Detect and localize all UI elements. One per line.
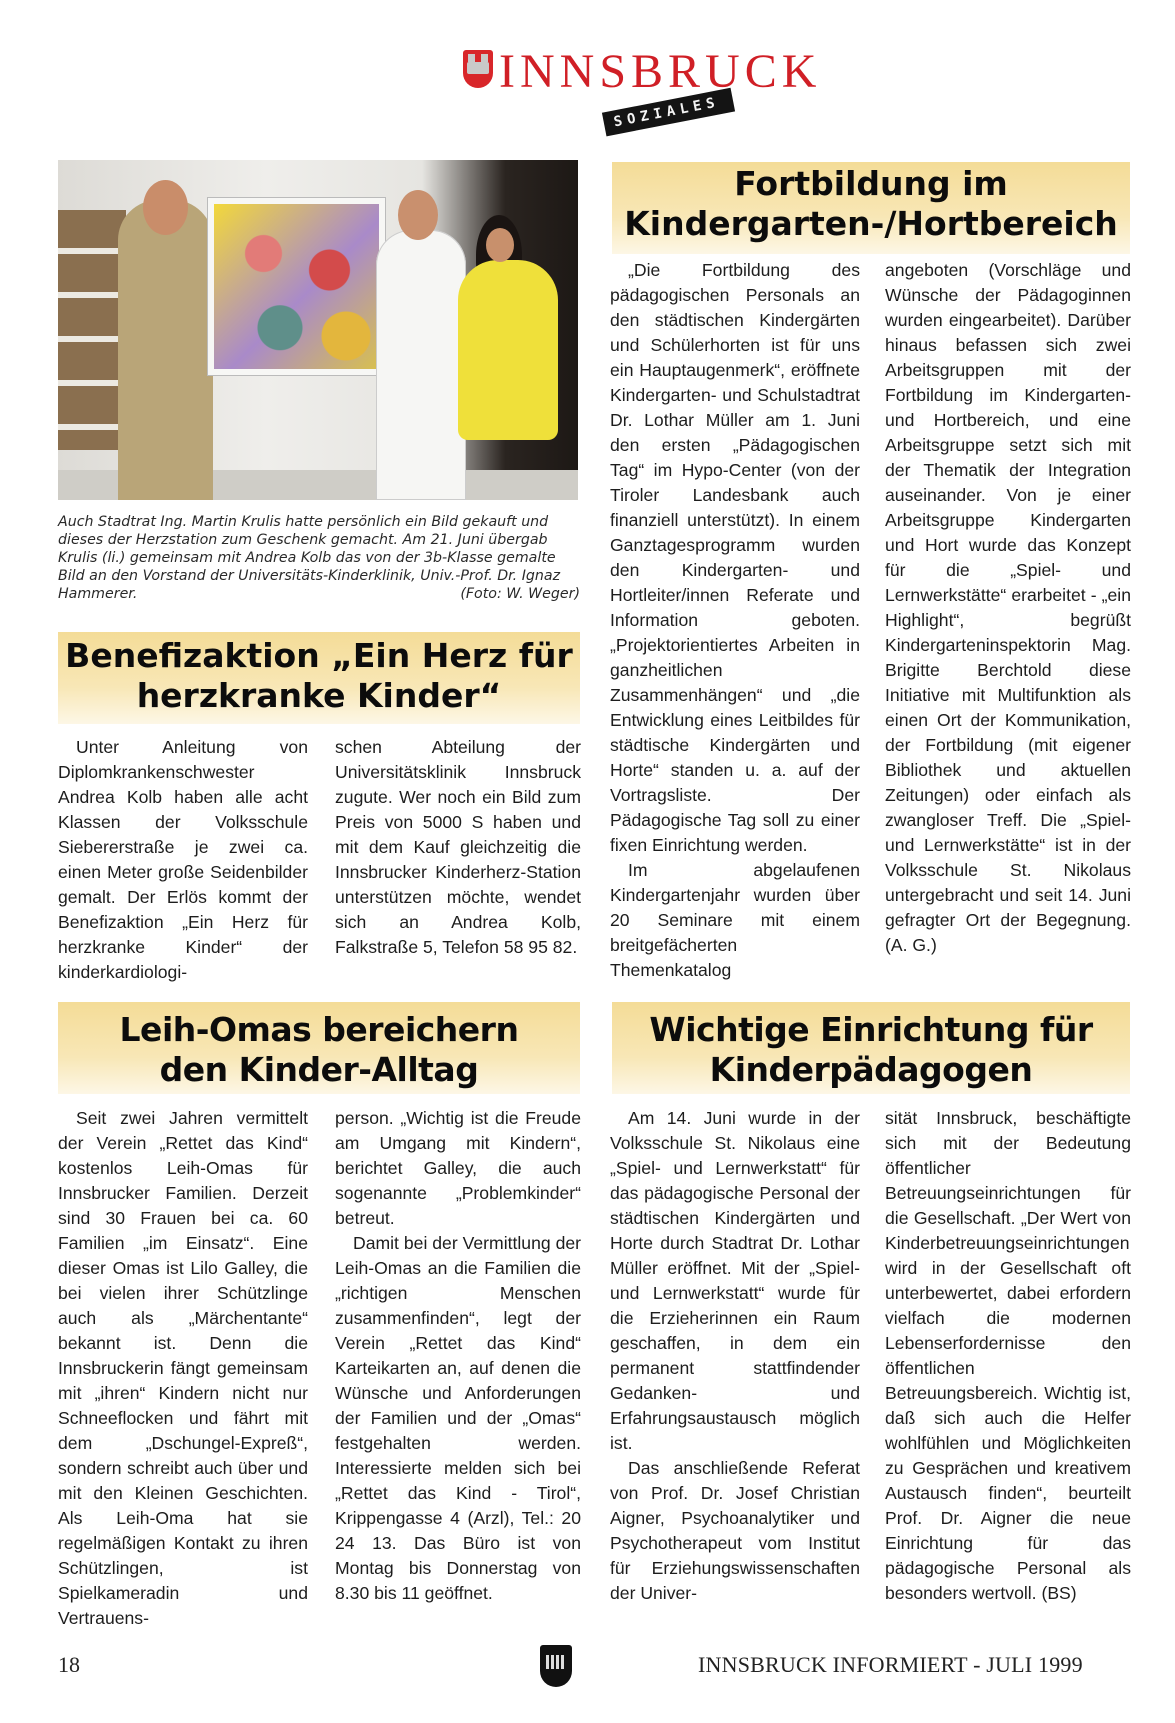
article-column <box>610 258 860 983</box>
headline-wichtige-einrichtung <box>612 1002 1130 1094</box>
headline-benefizaktion <box>58 632 580 724</box>
footer-crest-icon <box>540 1645 572 1687</box>
painting <box>208 198 385 375</box>
photo-caption <box>58 513 580 603</box>
headline-leih-omas <box>58 1002 580 1094</box>
person-right <box>458 260 558 440</box>
paragraph: Seit zwei Jahren vermittelt der Verein „Rettet das Kind“ kostenlos Leih-Omas für Innsbrucker Familien. Derzeit sind 30 Frauen bei ca. 60 Familien „im Einsatz“. Eine dieser Omas ist Lilo Galley, die bei vielen ihrer Schützlinge auch als „Märchentante“ bekannt ist. Denn die Innsbruckerin fängt gemeinsam mit „ihren“ Kindern nicht nur Schneeflocken und fährt mit dem „Dschungel-Expreß“, sondern schreibt auch über und mit den Kleinen Geschichten. Als Leih-Oma hat sie regelmäßigen Kontakt zu ihren Schützlingen, ist Spielkameradin und Vertrauens- <box>58 1108 308 1628</box>
article-column <box>885 1106 1131 1606</box>
coat-of-arms-icon <box>463 50 493 88</box>
headline-line: Fortbildung im <box>734 164 1008 203</box>
person-left <box>118 200 213 500</box>
paragraph: Damit bei der Vermittlung der Leih-Omas an die Familien die „richtigen Menschen zusammenfinden“, legt der Verein „Rettet das Kind“ Karteikarten an, auf denen die Wünsche und Anforderungen der Familien und der „Omas“ festgehalten werden. Interessierte melden sich bei „Rettet das Kind - Tirol“, Krippengasse 4 (Arzl), Tel.: 20 24 13. Das Büro ist von Montag bis Donnerstag von 8.30 bis 11 geöffnet. <box>335 1233 581 1603</box>
masthead <box>455 42 822 132</box>
article-column <box>58 735 308 985</box>
article-column <box>58 1106 308 1631</box>
paragraph: Unter Anleitung von Diplomkrankenschwester Andrea Kolb haben alle acht Klassen der Volksschule Siebererstraße je zwei ca. einen Meter große Seidenbilder gemalt. Der Erlös kommt der Benefizaktion „Ein Herz für herzkranke Kinder“ der kinderkardiologi- <box>58 737 308 982</box>
masthead-brand: INNSBRUCK <box>499 45 822 98</box>
article-column <box>885 258 1131 958</box>
paragraph: Im abgelaufenen Kindergartenjahr wurden über 20 Seminare mit einem breitgefächerten Themenkatalog <box>610 860 860 980</box>
article-column <box>335 735 581 960</box>
publication-title: INNSBRUCK INFORMIERT - JULI 1999 <box>698 1652 1083 1677</box>
article-photo <box>58 160 578 500</box>
headline-line: Kindergarten-/Hortbereich <box>624 204 1118 243</box>
bookshelf <box>58 210 126 450</box>
headline-line: den Kinder-Alltag <box>159 1050 479 1089</box>
paragraph: angeboten (Vorschläge und Wünsche der Pädagoginnen wurden eingearbeitet). Darüber hinaus befassen sich zwei Arbeitsgruppen mit der Fortbildung im Kindergarten- und Hortbereich, und eine Arbeitsgruppe setzt sich mit der Thematik der Integration auseinander. Von je einer Arbeitsgruppe Kindergarten und Hort wurde das Konzept für die „Spiel- und Lernwerkstätte“ erarbeitet - „ein Highlight“, begrüßt Kindergarteninspektorin Mag. Brigitte Berchtold diese Initiative mit Multifunktion als einen Ort der Kommunikation, der Fortbildung (mit eigener Bibliothek und aktuellen Zeitungen) oder einfach als zwangloser Treff. Die „Spiel- und Lernwerkstätte“ ist in der Volksschule St. Nikolaus untergebracht und seit 14. Juni gefragter Ort der Begegnung. (A. G.) <box>885 260 1131 955</box>
paragraph: schen Abteilung der Universitätsklinik Innsbruck zugute. Wer noch ein Bild zum Preis von 5000 S haben und mit dem Kauf gleichzeitig die Innsbrucker Kinderherz-Station unterstützen möchte, wendet sich an Andrea Kolb, Falkstraße 5, Telefon 58 95 82. <box>335 737 581 957</box>
paragraph: person. „Wichtig ist die Freude am Umgang mit Kindern“, berichtet Galley, die auch sogenannte „Problemkinder“ betreut. <box>335 1108 581 1228</box>
paragraph: „Die Fortbildung des pädagogischen Personals an den städtischen Kindergärten und Schülerhorten ist für uns ein Hauptaugenmerk“, eröffnete Kindergarten- und Schulstadtrat Dr. Lothar Müller am 1. Juni den ersten „Pädagogischen Tag“ im Hypo-Center (von der Tiroler Landesbank auch finanziell unterstützt). In einem Ganztagesprogramm wurden den Kindergarten- und Hortleiter/innen Referate und Information geboten. „Projektorientiertes Arbeiten in ganzheitlichen Zusammenhängen“ und „die Entwicklung eines Leitbildes für städtische Kindergärten und Horte“ standen u. a. auf der Vortragsliste. Der Pädagogische Tag soll zu einer fixen Einrichtung werden. <box>610 260 860 855</box>
article-column <box>335 1106 581 1606</box>
caption-text: Auch Stadtrat Ing. Martin Krulis hatte persönlich ein Bild gekauft und dieses der Herzstation zum Geschenk gemacht. Am 21. Juni übergab Krulis (li.) gemeinsam mit Andrea Kolb das von der 3b-Klasse gemalte Bild an den Vorstand der Universitäts-Kinderklinik, Univ.-Prof. Dr. Ignaz Hammerer. <box>58 514 561 602</box>
article-column <box>610 1106 860 1606</box>
paragraph: sität Innsbruck, beschäftigte sich mit der Bedeutung öffentlicher Betreuungseinrichtungen für die Gesellschaft. „Der Wert von Kinderbetreuungseinrichtungen wird in der Gesellschaft oft unterbewertet, dabei erfordern vielfach die modernen Lebenserfordernisse den öffentlichen Betreuungsbereich. Wichtig ist, daß sich auch die Helfer wohlfühlen und Möglichkeiten zu Gesprächen und kreativem Austausch finden“, beurteilt Prof. Dr. Aigner die neue Einrichtung für das pädagogische Personal als besonders wertvoll. (BS) <box>885 1108 1131 1603</box>
paragraph: Das anschließende Referat von Prof. Dr. Josef Christian Aigner, Psychoanalytiker und Psychotherapeut vom Institut für Erziehungswissenschaften der Univer- <box>610 1458 860 1603</box>
headline-fortbildung <box>612 162 1130 254</box>
page-number: 18 <box>58 1652 80 1677</box>
headline-line: Benefizaktion „Ein Herz für <box>65 636 573 675</box>
photo-credit: (Foto: W. Weger) <box>460 586 580 602</box>
headline-line: Kinderpädagogen <box>709 1050 1033 1089</box>
paragraph: Am 14. Juni wurde in der Volksschule St. Nikolaus eine „Spiel- und Lernwerkstatt“ für das pädagogische Personal der städtischen Kindergärten und Horte durch Stadtrat Dr. Lothar Müller eröffnet. Mit der „Spiel- und Lernwerkstatt“ wurde für die Erzieherinnen ein Raum geschaffen, in dem ein permanent stattfindender Gedanken- und Erfahrungsaustausch möglich ist. <box>610 1108 860 1453</box>
person-doctor <box>376 230 466 500</box>
headline-line: herzkranke Kinder“ <box>136 676 502 715</box>
headline-line: Leih-Omas bereichern <box>119 1010 519 1049</box>
headline-line: Wichtige Einrichtung für <box>649 1010 1093 1049</box>
section-tag: SOZIALES <box>602 88 736 137</box>
